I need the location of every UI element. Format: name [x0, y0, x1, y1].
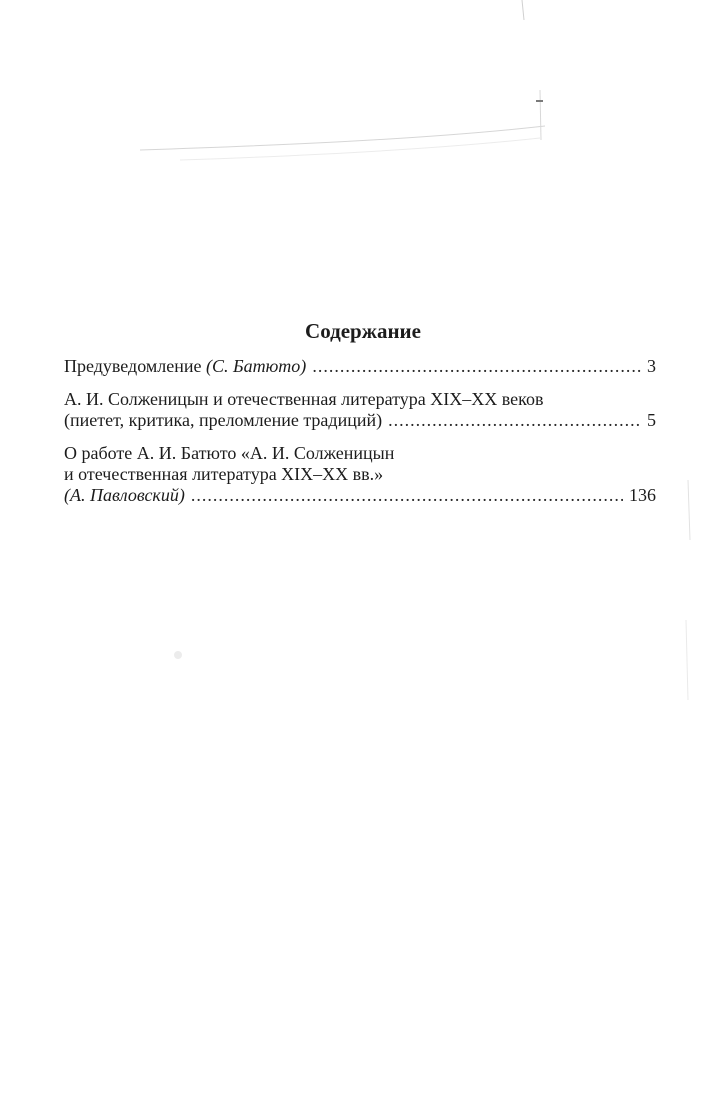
entry-title: О работе А. И. Батюто «А. И. Солженицын: [64, 443, 395, 463]
entry-page-number: 3: [647, 356, 656, 376]
table-of-contents: [64, 318, 656, 518]
dot-leader: [312, 356, 641, 377]
entry-title-continued: (пиетет, критика, преломление традиций): [64, 410, 383, 430]
entry-author: (С. Батюто): [206, 356, 307, 376]
dot-leader: [388, 410, 641, 431]
entry-title: Предуведомление: [64, 356, 206, 376]
toc-entry-afterword: [64, 443, 656, 506]
entry-title-continued: и отечественная литература XIX–XX вв.»: [64, 464, 384, 484]
toc-title: Содержание: [305, 319, 421, 343]
toc-entry-preface: [64, 356, 656, 377]
entry-page-number: 5: [647, 410, 656, 430]
dot-leader: [191, 485, 623, 506]
toc-entry-main-work: [64, 389, 656, 431]
entry-title: А. И. Солженицын и отечественная литература XIX–XX веков: [64, 389, 544, 409]
entry-author: (А. Павловский): [64, 485, 185, 505]
entry-page-number: 136: [629, 485, 656, 505]
